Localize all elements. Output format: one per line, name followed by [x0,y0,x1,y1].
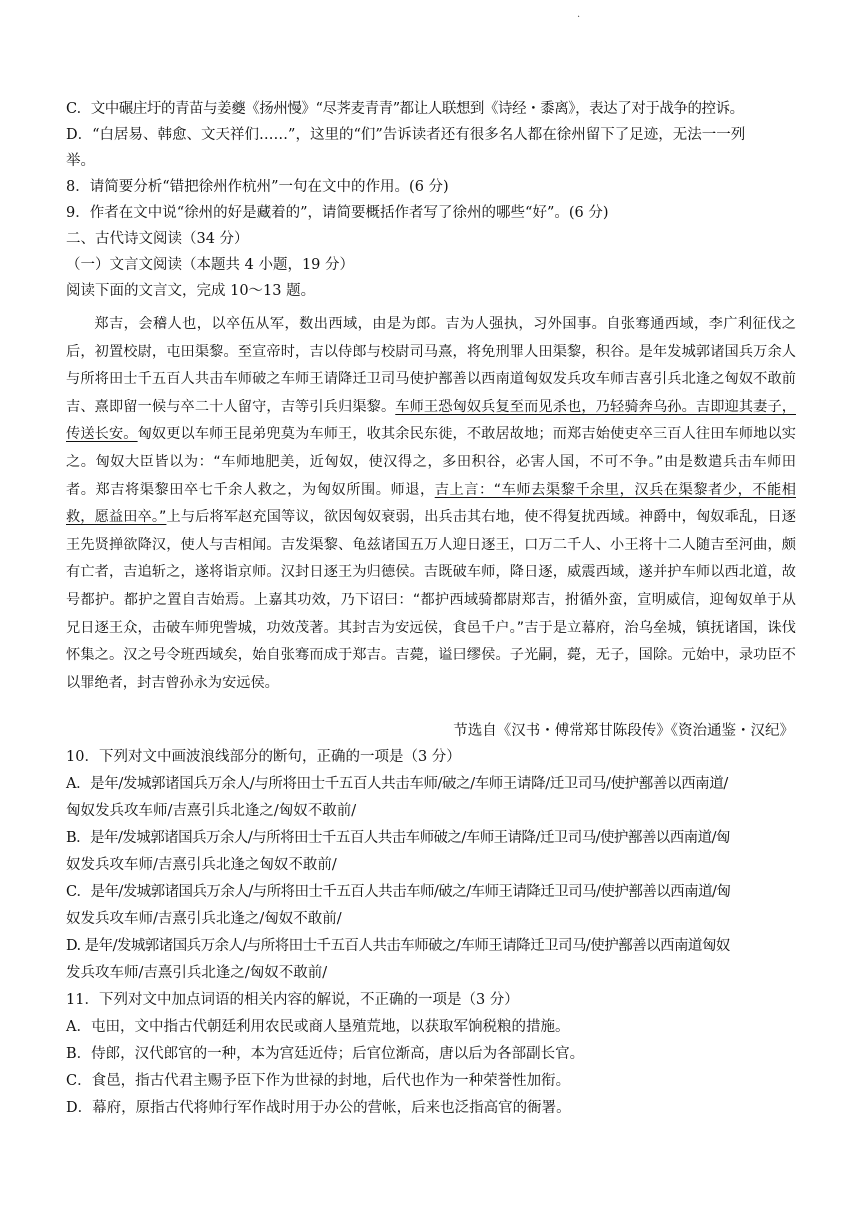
subsection-heading: （一）文言文阅读（本题共 4 小题，19 分） [66,257,355,273]
q10-stem: 10．下列对文中画波浪线部分的断句，正确的一项是（3 分） [66,749,461,765]
question-10 [66,744,796,1122]
q10-option-b-line1: B．是年/发城郭诸国兵万余人/与所将田士千五百人共击车师破之/车师王请降/迁卫司马/使护鄯善以西南道/匈 [66,830,730,846]
q11-option-a: A．屯田，文中指古代朝廷利用农民或商人垦殖荒地，以获取军饷税粮的措施。 [66,1019,570,1035]
reading-instruction: 阅读下面的文言文，完成 10～13 题。 [66,283,316,299]
q10-option-d-line1: D. 是年/发城郭诸国兵万余人/与所将田士千五百人共击车师破之/车师王请降迁卫司马/使护鄯善以西南道匈奴 [66,938,730,954]
q10-option-b-line2: 奴发兵攻车师/吉熹引兵北逢之匈奴不敢前/ [66,857,337,873]
q7-option-d-line2: 举。 [66,153,95,169]
q7-option-c: C．文中碾庄圩的青苗与姜夔《扬州慢》“尽荠麦青青”都让人联想到《诗经・黍离》，表达了对于战争的控诉。 [66,101,744,117]
q11-option-c: C．食邑，指古代君主赐予臣下作为世禄的封地，后代也作为一种荣誉性加衔。 [66,1073,571,1089]
q10-option-c-line2: 奴发兵攻车师/吉熹引兵北逢之/匈奴不敢前/ [66,911,342,927]
passage-part-3: 上与后将军赵充国等议，欲因匈奴衰弱，出兵击其右地，使不得复扰西域。神爵中，匈奴乖乱，日逐王先贤掸欲降汉，使人与吉相闻。吉发渠黎、龟兹诸国五万人迎日逐王，口万二千人、小王将十二人随吉至河曲，颇有亡者，吉追斩之，遂将诣京师。汉封日逐王为归德侯。吉既破车师，降日逐，威震西域，遂并护车师以西北道，故号都护。都护之置自吉始焉。上嘉其功效，乃下诏曰：“都护西域骑都尉郑吉，拊循外蛮，宣明威信，迎匈奴单于从兄日逐王众，击破车师兜訾城，功效茂著。其封吉为安远侯，食邑千户。”吉于是立幕府，治乌垒城，镇抚诸国，诛伐怀集之。汉之号令班西域矣，始自张骞而成于郑吉。吉薨，谥曰缪侯。子光嗣，薨，无子，国除。元始中，录功臣不以罪绝者，封吉曾孙永为安远侯。 [66,509,796,691]
classical-passage [66,311,796,697]
q7-option-d-line1: D．“白居易、韩愈、文天祥们……”，这里的“们”告诉读者还有很多名人都在徐州留下了足迹，无法一一列 [66,127,746,143]
q10-option-a-line2: 匈奴发兵攻车师/吉熹引兵北逢之/匈奴不敢前/ [66,803,357,819]
q10-option-a-line1: A．是年/发城郭诸国兵万余人/与所将田士千五百人共击车师/破之/车师王请降/迁卫司马/使护鄯善以西南道/ [66,776,728,792]
section-heading: 二、古代诗文阅读（34 分） [66,231,249,247]
header-mark: · [577,12,581,23]
passage-source: 节选自《汉书・傅常郑甘陈段传》《资治通鉴・汉纪》 [453,723,794,739]
q10-option-d-line2: 发兵攻车师/吉熹引兵北逢之/匈奴不敢前/ [66,965,328,981]
q11-stem: 11．下列对文中加点词语的相关内容的解说，不正确的一项是（3 分） [66,992,519,1008]
passage-part-1: 郑吉，会稽人也，以卒伍从军，数出西域，由是为郎。吉为人强执，习外国事。自张骞通西域，李广利征伐之后，初置校尉，屯田渠黎。至宣帝时，吉以侍郎与校尉司马熹，将免刑罪人田渠黎，积谷。是年发城郭诸国兵万余人与所将田士千五百人共击车师破之车师王请降迁卫司马使护鄯善以西南道匈奴发兵攻车师吉喜引兵北逢之匈奴不敢前 吉、熹即留一候与卒二十人留守，吉等引兵归渠黎。 [66,316,796,415]
question-7-options [66,96,796,304]
q11-option-b: B．侍郎，汉代郎官的一种，本为宫廷近侍；后官位渐高，唐以后为各部副长官。 [66,1046,585,1062]
q11-option-d: D．幕府，原指古代将帅行军作战时用于办公的营帐，后来也泛指高官的衙署。 [66,1100,571,1116]
passage-part-2: 匈奴更以车师王昆弟兜莫为车师王，收其余民东徙，不敢居故地；而郑吉始使吏卒三百人往田车师地以实之。匈奴大臣皆以为：“车师地肥美，近匈奴，使汉得之，多田积谷，必害人国，不可不争。”由是数遣兵击车师田者。郑吉将渠黎田卒七千余人救之，为匈奴所围。师退， [66,426,796,498]
q10-option-c-line1: C．是年/发城郭诸国兵万余人/与所将田士千五百人共击车师/破之/车师王请降迁卫司马/使护鄯善以西南道/匈 [66,884,731,900]
underlined-sentence-2: 吉上言：“车师去渠黎千余里，汉兵在渠黎者少，不能相救，愿益田卒。” [66,481,796,526]
question-8: 8．请简要分析“错把徐州作杭州”一句在文中的作用。(6 分) [66,179,449,195]
question-9: 9．作者在文中说“徐州的好是藏着的”，请简要概括作者写了徐州的哪些“好”。(6 分) [66,205,609,221]
underlined-sentence-1: 车师王恐匈奴兵复至而见杀也，乃轻骑奔乌孙。吉即迎其妻子，传送长安。 [66,398,796,443]
